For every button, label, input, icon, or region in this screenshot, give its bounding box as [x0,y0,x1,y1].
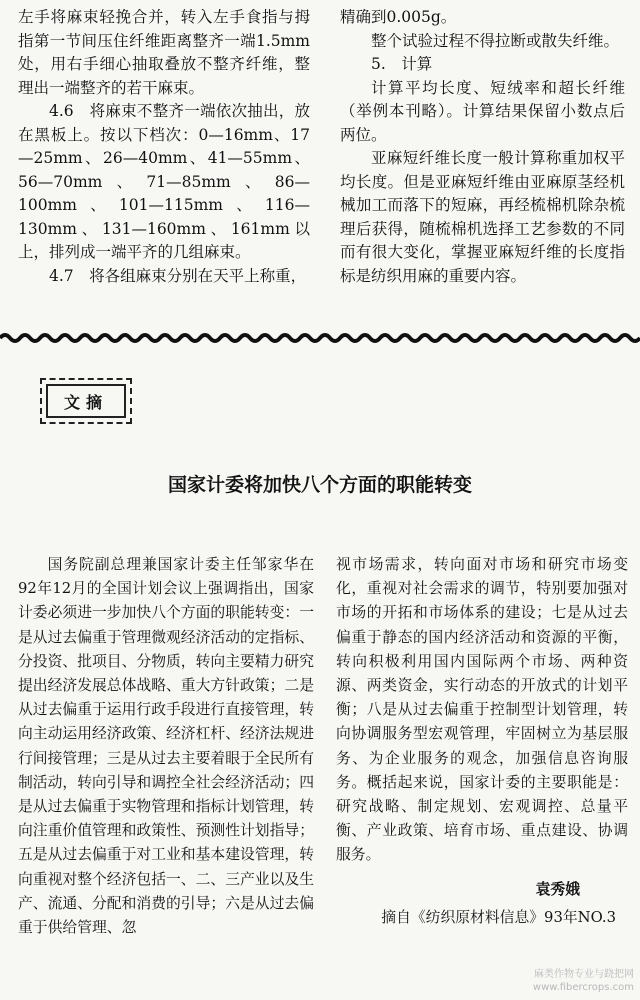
section-heading: 5. 计算 [371,55,433,73]
article-left-column [18,553,314,940]
article-body-right: 视市场需求，转向面对市场和研究市场变化，重视对社会需求的调节，特别要加强对市场的开拓和市场体系的建设；七是从过去偏重于静态的国内经济活动和资源的平衡，转向积极利用国内国际两个市场、两种资源、两类资金，实行动态的开放式的计划平衡；八是从过去偏重于控制型计划管理，转向协调服务型宏观管理，牢固树立为基层服务、为企业服务的观念，加强信息咨询服务。概括起来说，国家计委的主要职能是：研究战略、制定规划、宏观调控、总量平衡、产业政策、培育市场、重点建设、协调服务。 [336,556,628,864]
paragraph: 计算平均长度、短绒率和超长纤维（举例本刊略）。计算结果保留小数点后两位。 [340,78,625,144]
paragraph: 亚麻短纤维长度一般计算称重加权平均长度。但是亚麻短纤维由亚麻原茎经机械加工而落下的短麻，再经梳棉机除杂梳理后获得，随梳棉机选择工艺参数的不同而有很大变化，掌握亚麻短纤维的长度指标是纺织用麻的重要内容。 [340,149,625,285]
article-body-left: 国务院副总理兼国家计委主任邹家华在92年12月的全国计划会议上强调指出，国家计委必须进一步加快八个方面的职能转变：一是从过去偏重于管理微观经济活动的定指标、分投资、批项目、分物质，转向主要精力研究提出经济发展总体战略、重大方针政策；二是从过去偏重于运用行政手段进行直接管理，转向主动运用经济政策、经济杠杆、经济法规进行间接管理；三是从过去主要着眼于全民所有制活动，转向引导和调控全社会经济活动；四是从过去偏重于实物管理和指标计划管理，转向注重价值管理和政策性、预测性计划指导；五是从过去偏重于对工业和基本建设管理，转向重视对整个经济包括一、二、三产业以及生产、流通、分配和消费的引导；六是从过去偏重于供给管理、忽 [18,556,314,937]
watermark [533,968,634,994]
watermark-url: www.fibercrops.com [532,982,634,993]
author: 袁秀娥 [535,880,580,898]
paragraph: 左手将麻束轻挽合并，转入左手食指与拇指第一节间压住纤维距离整齐一端1.5mm处，用右手细心抽取叠放不整齐纤维，整理出一端整齐的若干麻束。 [18,8,310,97]
article-title: 国家计委将加快八个方面的职能转变 [167,474,472,496]
paragraph: 4.7 将各组麻束分别在天平上称重， [49,266,307,285]
top-right-column [340,6,625,288]
wavy-divider [0,332,640,344]
source-citation: 摘自《纺织原材料信息》93年NO.3 [381,908,616,926]
badge-label: 文摘 [46,384,126,418]
paragraph: 4.6 将麻束不整齐一端依次抽出，放在黑板上。按以下档次：0—16mm、17—25mm、26—40mm、41—55mm、56—70mm、71—85mm、86—100mm、101—115mm、116—130mm、131—160mm、161mm以上，排列成一端平齐的几组麻束。 [18,102,310,261]
watermark-line: 麻类作物专业与跷把网 [534,969,634,980]
top-left-column [18,6,310,288]
paragraph: 整个试验过程不得拉断或散失纤维。 [371,31,620,50]
paragraph: 精确到0.005g。 [340,8,457,26]
article-right-column [336,553,628,930]
section-badge [40,378,132,424]
